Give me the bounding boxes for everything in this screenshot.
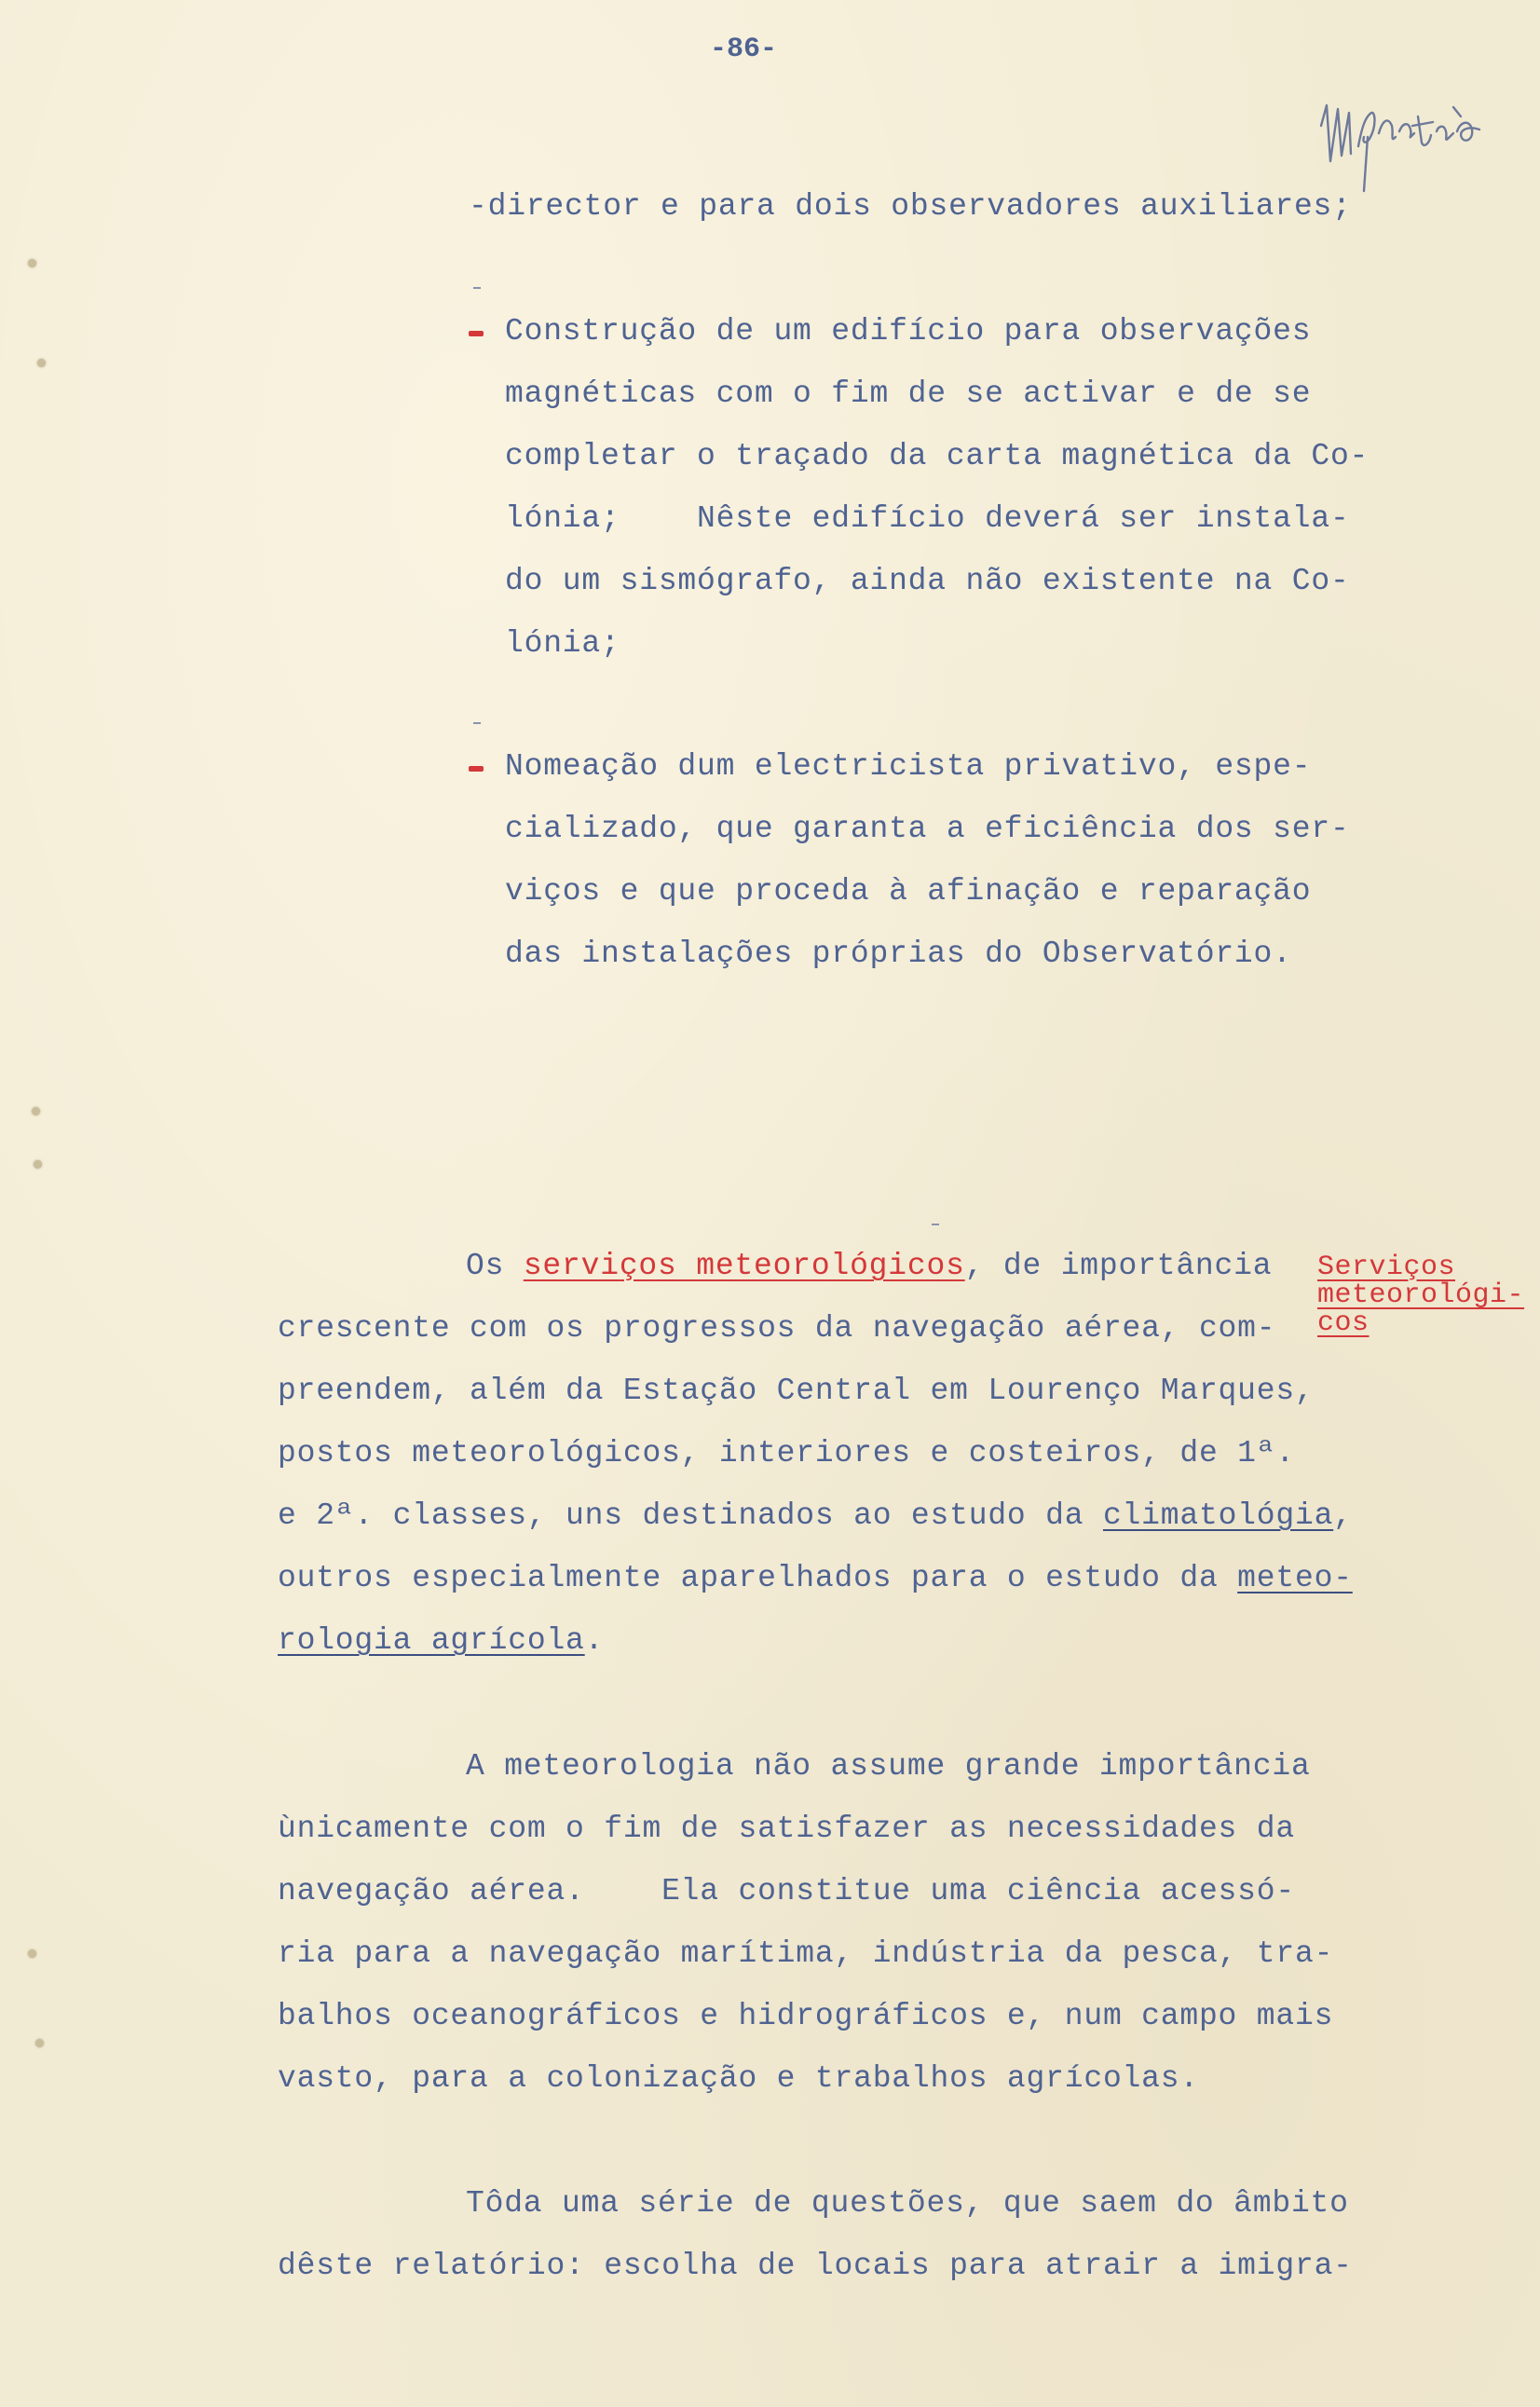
list-item-2-line: Nomeação dum electricista privativo, espe- xyxy=(505,749,1312,784)
list-item-1-line: do um sismógrafo, ainda não existente na Co- xyxy=(505,564,1350,598)
para-1-line: crescente com os progressos da navegação aérea, com- xyxy=(278,1311,1276,1346)
binder-hole xyxy=(35,2039,44,2047)
margin-note-line: cos xyxy=(1317,1307,1370,1339)
para-1-text: , xyxy=(1333,1498,1353,1533)
binder-hole xyxy=(34,1160,42,1169)
para-2-line: A meteorologia não assume grande importância xyxy=(466,1749,1311,1784)
para-2-line: ria para a navegação marítima, indústria da pesca, tra- xyxy=(278,1936,1334,1971)
list-item-1-line: magnéticas com o fim de se activar e de se xyxy=(505,376,1312,411)
para-1-line: postos meteorológicos, interiores e costeiros, de 1ª. xyxy=(278,1436,1295,1470)
para-1-line xyxy=(278,1498,1353,1535)
list-item-1-line: lónia; Nêste edifício deverá ser instala- xyxy=(505,501,1350,536)
list-item-0-line: -director e para dois observadores auxiliares; xyxy=(469,189,1352,224)
para-1-line xyxy=(278,1560,1353,1597)
underlined-term: rologia agrícola xyxy=(278,1623,585,1658)
binder-hole xyxy=(28,1949,36,1958)
para-3-line: Tôda uma série de questões, que saem do âmbito xyxy=(466,2186,1349,2221)
layout-tick xyxy=(473,287,481,289)
para-1-line xyxy=(466,1248,1272,1285)
para-3-line: dêste relatório: escolha de locais para atrair a imigra- xyxy=(278,2249,1353,2283)
binder-hole xyxy=(32,1107,40,1115)
para-1-text: , de importância xyxy=(964,1249,1273,1283)
highlighted-term: serviços meteorológicos xyxy=(523,1249,965,1283)
handwritten-signature xyxy=(1314,89,1486,200)
list-item-2-line: viços e que proceda à afinação e reparação xyxy=(505,874,1312,909)
para-2-line: vasto, para a colonização e trabalhos agrícolas. xyxy=(278,2061,1199,2096)
page-number: -86- xyxy=(710,34,778,65)
para-2-line: navegação aérea. Ela constitue uma ciência acessó- xyxy=(278,1874,1295,1908)
margin-note-line: Serviços xyxy=(1317,1251,1456,1283)
list-item-1-line: completar o traçado da carta magnética da Co- xyxy=(505,439,1370,473)
layout-tick xyxy=(932,1224,939,1225)
para-2-line: ùnicamente com o fim de satisfazer as necessidades da xyxy=(278,1812,1295,1846)
list-bullet xyxy=(469,766,484,772)
list-item-1-line: lónia; xyxy=(505,626,620,661)
para-1-text: Os xyxy=(466,1249,524,1283)
para-1-text: e 2ª. classes, uns destinados ao estudo da xyxy=(278,1498,1103,1533)
para-2-line: balhos oceanográficos e hidrográficos e, num campo mais xyxy=(278,1999,1334,2033)
list-bullet xyxy=(469,331,484,336)
para-1-line: preendem, além da Estação Central em Lourenço Marques, xyxy=(278,1374,1315,1408)
layout-tick xyxy=(473,722,481,724)
list-item-1-line: Construção de um edifício para observações xyxy=(505,314,1312,349)
binder-hole xyxy=(37,359,46,367)
list-item-2-line: das instalações próprias do Observatório. xyxy=(505,937,1292,971)
para-1-text: . xyxy=(584,1623,605,1658)
list-item-2-line: cializado, que garanta a eficiência dos ser- xyxy=(505,812,1350,846)
binder-hole xyxy=(28,259,36,267)
margin-note-line: meteorológi- xyxy=(1317,1279,1525,1311)
underlined-term: meteo- xyxy=(1237,1561,1353,1595)
para-1-text: outros especialmente aparelhados para o estudo da xyxy=(278,1561,1238,1595)
underlined-term: climatológia xyxy=(1102,1498,1334,1533)
para-1-line xyxy=(278,1622,604,1660)
